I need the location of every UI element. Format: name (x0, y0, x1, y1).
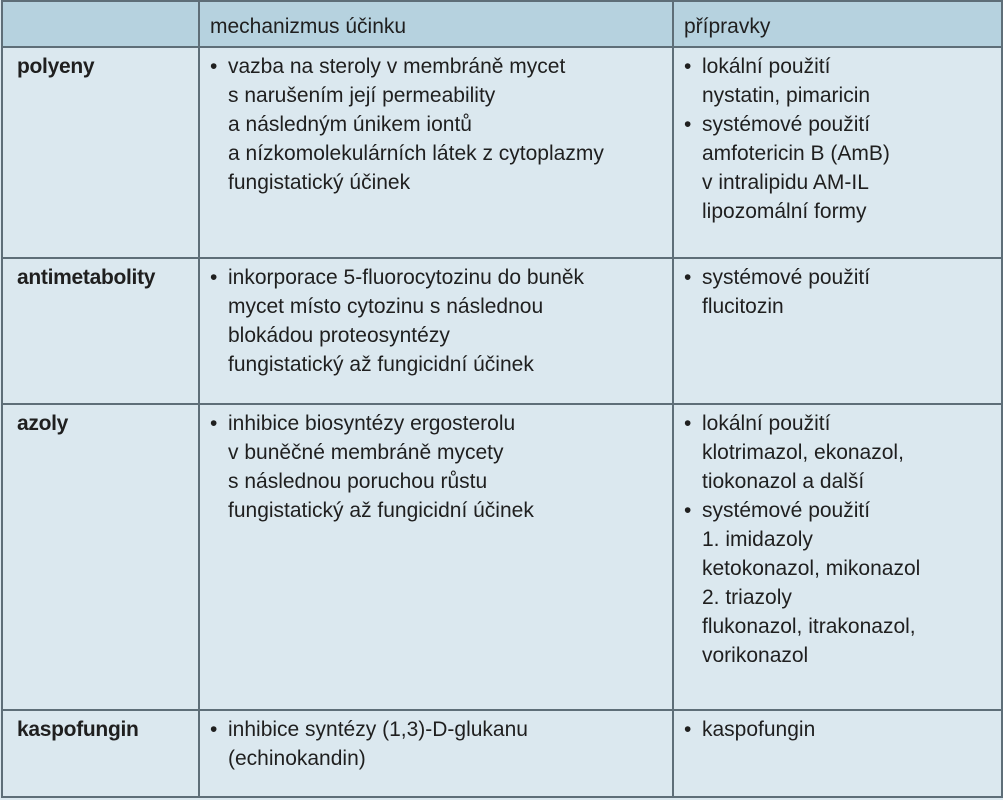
mechanism-line: a nízkomolekulárních látek z cytoplazmy (228, 142, 604, 165)
category-cell: azoly (2, 404, 199, 710)
mechanism-line: s následnou poruchou růstu (228, 470, 488, 493)
bullet-marker: • (210, 55, 218, 78)
header-mechanism: mechanizmus účinku (199, 1, 673, 47)
mechanism-line: inhibice biosyntézy ergosterolu (228, 412, 516, 435)
preparation-heading: kaspofungin (702, 718, 816, 741)
mechanism-line: inhibice syntézy (1,3)-D-glukanu (228, 718, 528, 741)
preparations-cell (673, 710, 1002, 797)
preparation-heading: lokální použití (702, 55, 831, 78)
preparation-line: tiokonazol a další (702, 470, 865, 493)
preparation-line: nystatin, pimaricin (702, 84, 871, 107)
preparation-heading: systémové použití (702, 266, 871, 289)
mechanism-line: (echinokandin) (228, 747, 366, 770)
bullet-marker: • (210, 412, 218, 435)
effect-line: fungistatický až fungicidní účinek (228, 353, 534, 376)
table-row-azoly (2, 404, 1002, 710)
preparations-cell (673, 258, 1002, 404)
preparation-line: flucitozin (702, 295, 784, 318)
effect-line: fungistatický až fungicidní účinek (228, 499, 534, 522)
mechanism-line: s narušením její permeability (228, 84, 496, 107)
preparation-line: amfotericin B (AmB) (702, 142, 890, 165)
mechanism-cell (199, 47, 673, 258)
antifungal-drug-table (1, 0, 1003, 798)
preparation-line: lipozomální formy (702, 200, 867, 223)
preparation-line: vorikonazol (702, 644, 809, 667)
mechanism-cell (199, 710, 673, 797)
preparation-line: 2. triazoly (702, 586, 792, 609)
header-row (2, 1, 1002, 47)
table-row-kaspofungin (2, 710, 1002, 797)
preparations-cell (673, 404, 1002, 710)
bullet-marker: • (210, 266, 218, 289)
bullet-marker: • (684, 499, 692, 522)
preparation-line: 1. imidazoly (702, 528, 813, 551)
preparation-line: klotrimazol, ekonazol, (702, 441, 904, 464)
mechanism-cell (199, 258, 673, 404)
bullet-marker: • (684, 718, 692, 741)
mechanism-line: mycet místo cytozinu s následnou (228, 295, 544, 318)
mechanism-line: inkorporace 5-fluorocytozinu do buněk (228, 266, 585, 289)
header-empty-cell (2, 1, 199, 47)
table-row-antimetabolity (2, 258, 1002, 404)
mechanism-line: blokádou proteosyntézy (228, 324, 450, 347)
mechanism-line: a následným únikem iontů (228, 113, 472, 136)
category-cell: polyeny (2, 47, 199, 258)
preparations-cell (673, 47, 1002, 258)
bullet-marker: • (684, 412, 692, 435)
preparation-line: flukonazol, itrakonazol, (702, 615, 916, 638)
category-cell: kaspofungin (2, 710, 199, 797)
effect-line: fungistatický účinek (228, 171, 411, 194)
bullet-marker: • (684, 113, 692, 136)
preparation-heading: lokální použití (702, 412, 831, 435)
mechanism-cell (199, 404, 673, 710)
category-cell: antimetabolity (2, 258, 199, 404)
preparation-line: ketokonazol, mikonazol (702, 557, 921, 580)
bullet-marker: • (684, 266, 692, 289)
bullet-marker: • (684, 55, 692, 78)
preparation-heading: systémové použití (702, 113, 871, 136)
mechanism-line: v buněčné membráně mycety (228, 441, 504, 464)
preparation-line: v intralipidu AM-IL (702, 171, 869, 194)
mechanism-line: vazba na steroly v membráně mycet (228, 55, 566, 78)
table-row-polyeny (2, 47, 1002, 258)
bullet-marker: • (210, 718, 218, 741)
header-preparations: přípravky (673, 1, 1002, 47)
preparation-heading: systémové použití (702, 499, 871, 522)
